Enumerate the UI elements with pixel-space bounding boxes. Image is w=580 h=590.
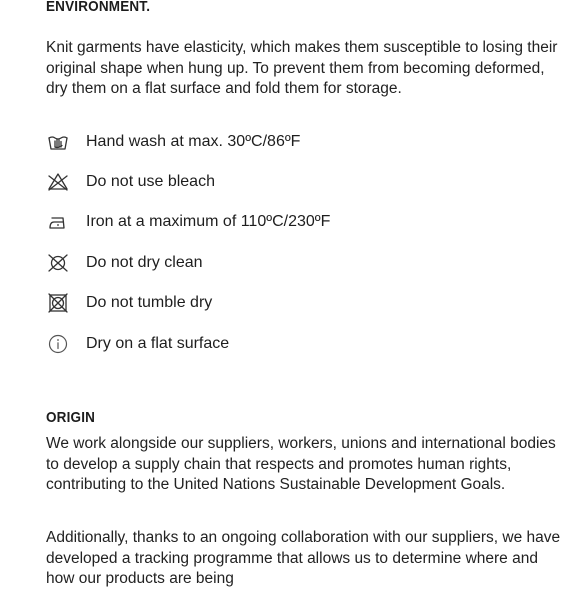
environment-heading: ENVIRONMENT. [46, 0, 151, 15]
info-icon [46, 332, 70, 356]
care-label: Do not use bleach [86, 173, 215, 190]
tracking-paragraph: Additionally, thanks to an ongoing collaboration with our suppliers, we have developed a tracking programme that allows us to determine where and how our products are being [46, 529, 561, 587]
care-item-no-tumble-dry [46, 291, 546, 315]
no-bleach-icon [46, 170, 70, 194]
care-label: Do not dry clean [86, 254, 203, 271]
origin-paragraph: We work alongside our suppliers, workers, unions and international bodies to develop a supply chain that respects and promotes human rights, contributing to the United Nations Sustainable Development Goals. [46, 435, 556, 493]
care-label: Iron at a maximum of 110ºC/230ºF [86, 213, 331, 230]
hand-wash-icon [46, 130, 70, 154]
care-item-no-dry-clean [46, 251, 546, 275]
no-dry-clean-icon [46, 251, 70, 275]
care-item-no-bleach [46, 170, 546, 194]
care-label: Dry on a flat surface [86, 335, 230, 352]
care-label: Hand wash at max. 30ºC/86ºF [86, 133, 301, 150]
origin-heading: ORIGIN [46, 409, 96, 426]
care-item-flat-dry [46, 332, 546, 356]
environment-paragraph: Knit garments have elasticity, which makes them susceptible to losing their original shape when hung up. To prevent them from becoming deformed, dry them on a flat surface and fold them for storage. [46, 39, 558, 97]
no-tumble-dry-icon [46, 291, 70, 315]
care-label: Do not tumble dry [86, 294, 213, 311]
care-item-iron [46, 210, 546, 234]
iron-icon [46, 210, 70, 234]
care-item-hand-wash [46, 130, 546, 154]
